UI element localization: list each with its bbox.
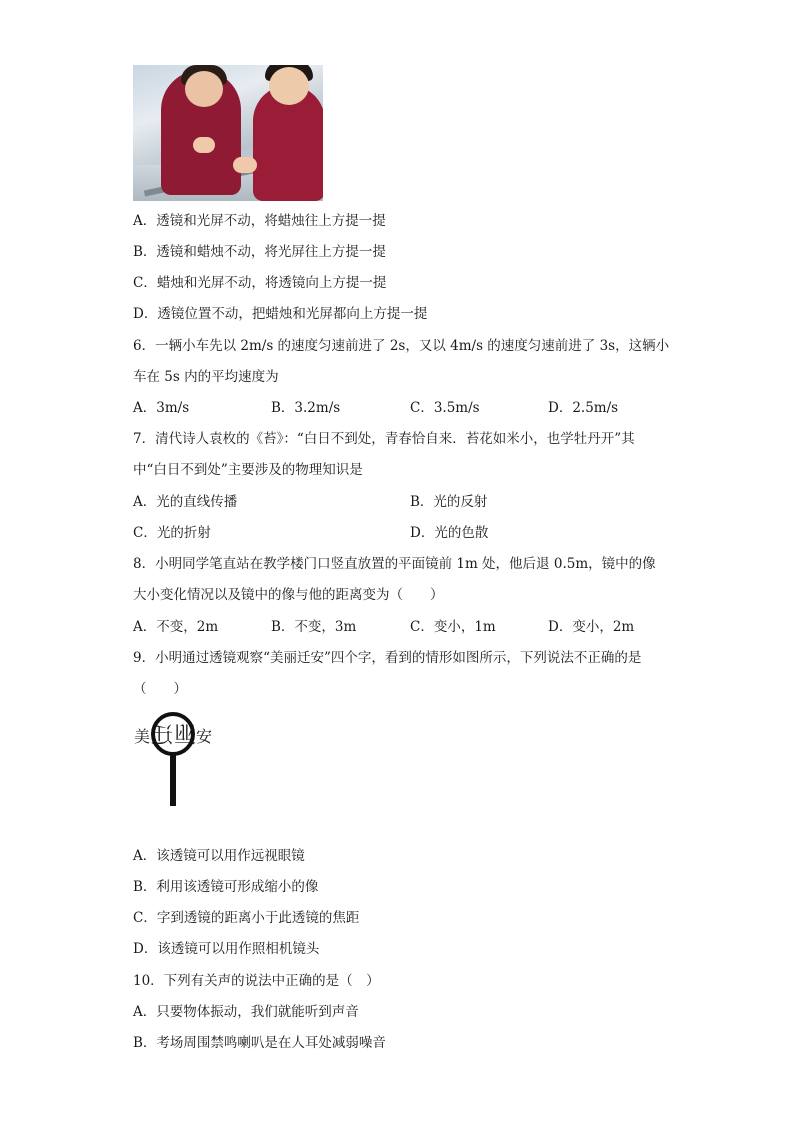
q6-stem-line2: 车在 5s 内的平均速度为 <box>133 369 279 385</box>
q10-stem: 10．下列有关声的说法中正确的是（ ） <box>133 973 380 989</box>
q9-option-d: D．该透镜可以用作照相机镜头 <box>133 941 320 957</box>
magnifier-handle <box>170 754 176 806</box>
figure-char-mei: 美 <box>134 727 151 746</box>
q9-stem-line1: 9．小明通过透镜观察“美丽迁安”四个字，看到的情形如图所示，下列说法不正确的是 <box>133 650 642 666</box>
q8-stem-line1: 8．小明同学笔直站在教学楼门口竖直放置的平面镜前 1m 处，他后退 0.5m，镜中的像 <box>133 556 656 572</box>
q6-stem-line1: 6．一辆小车先以 2m/s 的速度匀速前进了 2s，又以 4m/s 的速度匀速前进了 3s，这辆小 <box>133 338 670 354</box>
q8-option-a: A．不变，2m <box>133 619 219 635</box>
q7-option-b: B．光的反射 <box>410 494 488 510</box>
q8-stem-line2: 大小变化情况以及镜中的像与他的距离变为（ ） <box>133 587 444 603</box>
q5-option-b: B．透镜和蜡烛不动，将光屏往上方提一提 <box>133 244 386 260</box>
q6-option-d: D．2.5m/s <box>548 400 619 416</box>
q9-stem-line2: （ ） <box>133 681 187 697</box>
q6-option-c: C．3.5m/s <box>410 400 480 416</box>
q7-option-a: A．光的直线传播 <box>133 494 238 510</box>
magnifier-lens-icon <box>151 712 195 756</box>
q10-option-a: A．只要物体振动，我们就能听到声音 <box>133 1004 359 1020</box>
q6-option-a: A．3m/s <box>133 400 190 416</box>
figure-char-an: 安 <box>196 727 213 746</box>
figure-char-qian-mirrored: 迁 <box>151 724 174 749</box>
q10-option-b: B．考场周围禁鸣喇叭是在人耳处减弱噪音 <box>133 1035 386 1051</box>
q5-option-a: A．透镜和光屏不动，将蜡烛往上方提一提 <box>133 213 386 229</box>
q5-option-d: D．透镜位置不动，把蜡烛和光屏都向上方提一提 <box>133 306 428 322</box>
q9-option-a: A．该透镜可以用作远视眼镜 <box>133 848 305 864</box>
q8-option-c: C．变小，1m <box>410 619 496 635</box>
q8-option-d: D．变小，2m <box>548 619 635 635</box>
q6-option-b: B．3.2m/s <box>271 400 341 416</box>
q8-option-b: B．不变，3m <box>271 619 357 635</box>
magnifier-figure <box>134 710 224 810</box>
q7-stem-line1: 7．清代诗人袁枚的《苔》：“白日不到处，青春恰自来．苔花如米小，也学牡丹开”其 <box>133 431 635 447</box>
experiment-photo <box>133 65 323 201</box>
q7-stem-line2: 中“白日不到处”主要涉及的物理知识是 <box>133 462 363 478</box>
q7-option-c: C．光的折射 <box>133 525 211 541</box>
figure-char-li-inverted: 丽 <box>174 720 197 745</box>
q5-option-c: C．蜡烛和光屏不动，将透镜向上方提一提 <box>133 275 387 291</box>
q9-option-b: B．利用该透镜可形成缩小的像 <box>133 879 319 895</box>
q7-option-d: D．光的色散 <box>410 525 489 541</box>
q9-option-c: C．字到透镜的距离小于此透镜的焦距 <box>133 910 360 926</box>
